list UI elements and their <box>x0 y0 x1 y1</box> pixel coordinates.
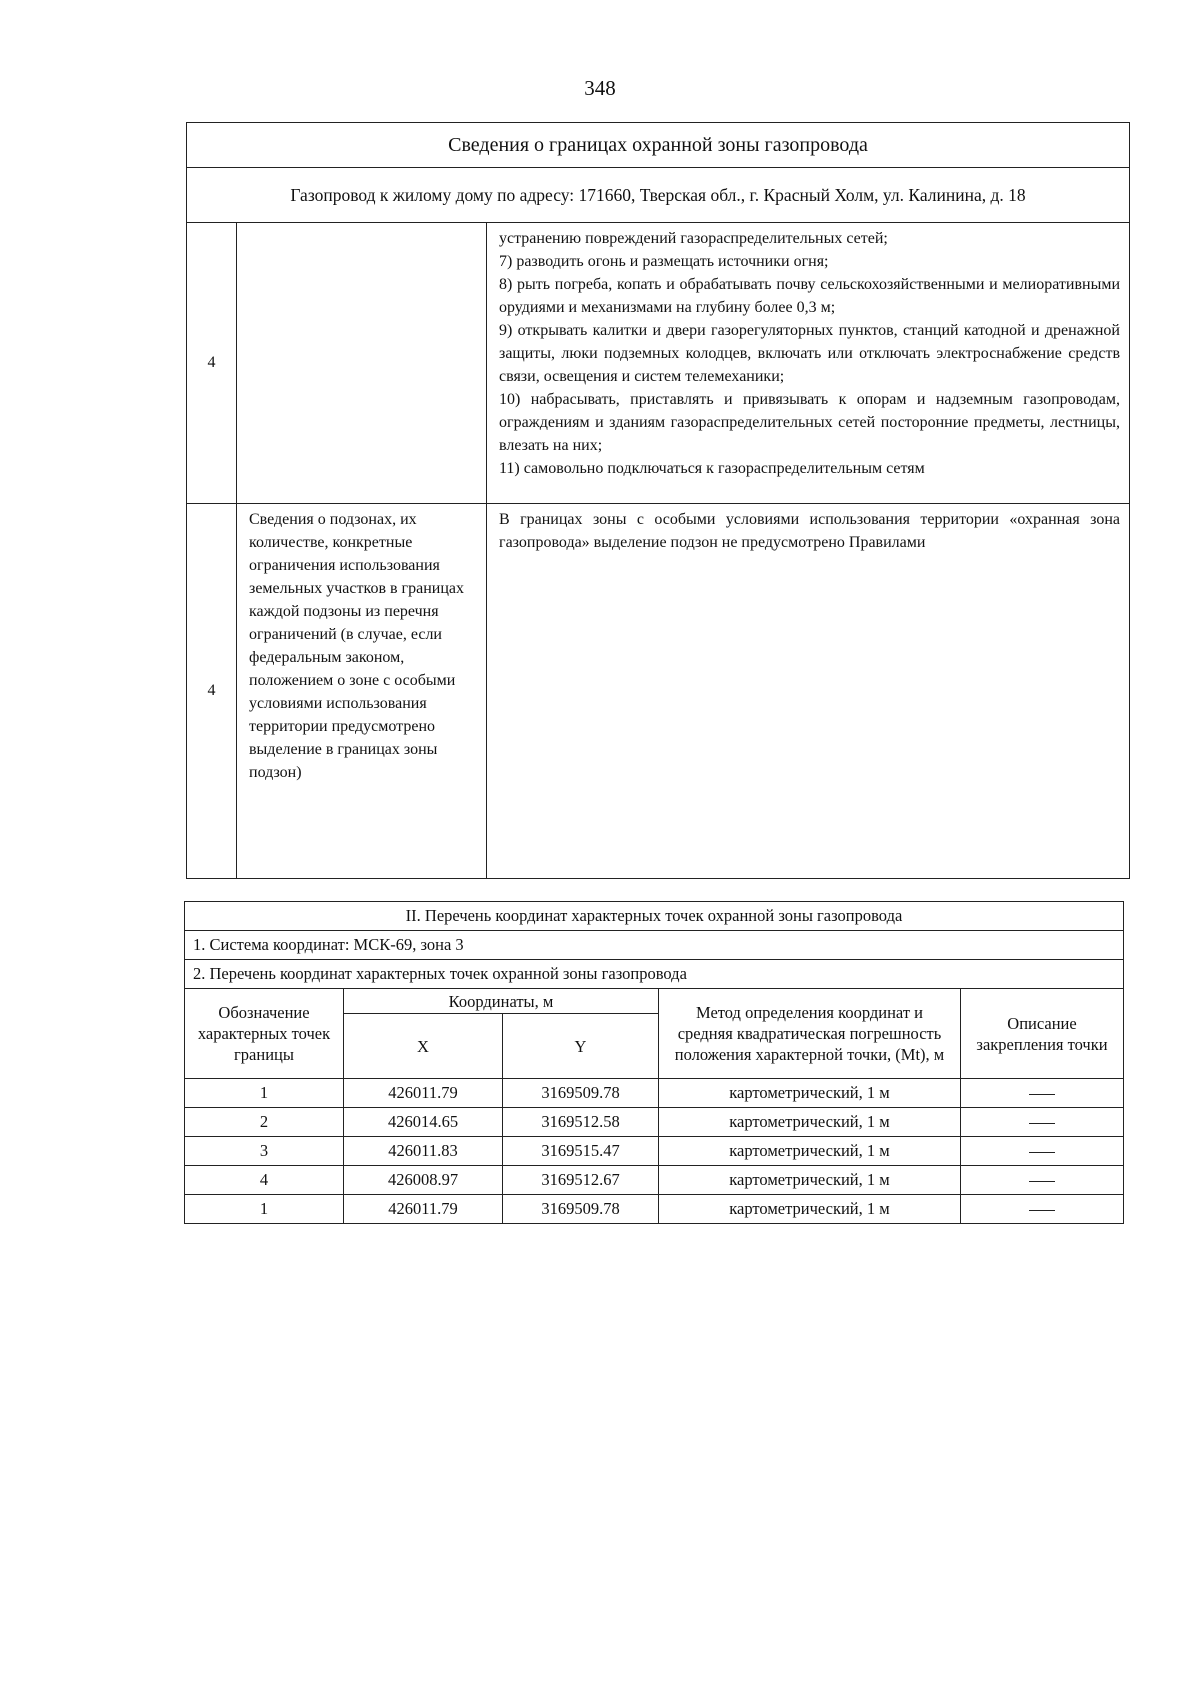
coord-y: 3169509.78 <box>503 1079 659 1108</box>
subzone-label-text: Сведения о подзонах, их количестве, конкретные ограничения использования земельных участков в границах каждой подзоны из перечня ограничений (в случае, если федеральным законом, положением о зоне с особыми условиями использования территории предусмотрено выделение в границах зоны подзон) <box>249 511 465 781</box>
dash-icon <box>1029 1152 1055 1153</box>
point-desc <box>961 1166 1124 1195</box>
point-id: 1 <box>185 1195 344 1224</box>
coordinate-system: 1. Система координат: МСК-69, зона 3 <box>185 931 1124 960</box>
header-point: Обозначение характерных точек границы <box>185 989 344 1079</box>
table-row <box>185 1079 1124 1108</box>
points-list-title: 2. Перечень координат характерных точек охранной зоны газопровода <box>185 960 1124 989</box>
coord-x: 426014.65 <box>344 1108 503 1137</box>
list-item: 9) открывать калитки и двери газорегуляторных пунктов, станций катодной и дренажной защиты, люки подземных колодцев, включать или отключать электроснабжение средств связи, освещения и систем телемеханики; <box>499 322 1120 385</box>
point-id: 3 <box>185 1137 344 1166</box>
restrictions-list <box>487 223 1130 504</box>
row-number: 4 <box>187 504 237 879</box>
row-number: 4 <box>187 223 237 504</box>
header-y: Y <box>503 1014 659 1079</box>
coord-y: 3169515.47 <box>503 1137 659 1166</box>
list-item: 11) самовольно подключаться к газораспределительным сетям <box>499 460 925 477</box>
coord-x: 426011.83 <box>344 1137 503 1166</box>
row-name-empty <box>237 223 487 504</box>
point-id: 2 <box>185 1108 344 1137</box>
point-id: 4 <box>185 1166 344 1195</box>
table-row <box>185 1108 1124 1137</box>
table-row <box>185 1195 1124 1224</box>
coordinates-table <box>184 901 1124 1224</box>
dash-icon <box>1029 1210 1055 1211</box>
point-desc <box>961 1195 1124 1224</box>
coord-x: 426011.79 <box>344 1195 503 1224</box>
header-x: X <box>344 1014 503 1079</box>
header-coords: Координаты, м <box>344 989 659 1014</box>
subzone-description <box>487 504 1130 879</box>
dash-icon <box>1029 1094 1055 1095</box>
method: картометрический, 1 м <box>659 1137 961 1166</box>
list-item: 7) разводить огонь и размещать источники огня; <box>499 253 829 270</box>
section-title: Сведения о границах охранной зоны газопровода <box>187 123 1130 168</box>
header-desc: Описание закрепления точки <box>961 989 1124 1079</box>
object-address: Газопровод к жилому дому по адресу: 171660, Тверская обл., г. Красный Холм, ул. Калинина, д. 18 <box>187 168 1130 223</box>
subzone-description-text: В границах зоны с особыми условиями использования территории «охранная зона газопровода» выделение подзон не предусмотрено Правилами <box>499 511 1120 551</box>
list-item: 10) набрасывать, приставлять и привязывать к опорам и надземным газопроводам, ограждениям и зданиям газораспределительных сетей посторонние предметы, лестницы, влезать на них; <box>499 391 1120 454</box>
coord-y: 3169512.58 <box>503 1108 659 1137</box>
dash-icon <box>1029 1181 1055 1182</box>
coord-y: 3169509.78 <box>503 1195 659 1224</box>
table-row <box>187 504 1130 879</box>
coordinates-section-title: II. Перечень координат характерных точек охранной зоны газопровода <box>185 902 1124 931</box>
coord-x: 426011.79 <box>344 1079 503 1108</box>
method: картометрический, 1 м <box>659 1166 961 1195</box>
point-desc <box>961 1108 1124 1137</box>
coord-y: 3169512.67 <box>503 1166 659 1195</box>
zone-info-table <box>186 122 1130 879</box>
table-row <box>187 223 1130 504</box>
table-row <box>185 1166 1124 1195</box>
point-id: 1 <box>185 1079 344 1108</box>
subzone-label <box>237 504 487 879</box>
coord-x: 426008.97 <box>344 1166 503 1195</box>
method: картометрический, 1 м <box>659 1079 961 1108</box>
point-desc <box>961 1079 1124 1108</box>
point-desc <box>961 1137 1124 1166</box>
page-number: 348 <box>584 76 616 100</box>
list-item: 8) рыть погреба, копать и обрабатывать почву сельскохозяйственными и мелиоративными орудиями и механизмами на глубину более 0,3 м; <box>499 276 1120 316</box>
list-item: устранению повреждений газораспределительных сетей; <box>499 230 888 247</box>
dash-icon <box>1029 1123 1055 1124</box>
table-row <box>185 1137 1124 1166</box>
method: картометрический, 1 м <box>659 1195 961 1224</box>
header-method: Метод определения координат и средняя квадратическая погрешность положения характерной точки, (Mt), м <box>659 989 961 1079</box>
method: картометрический, 1 м <box>659 1108 961 1137</box>
